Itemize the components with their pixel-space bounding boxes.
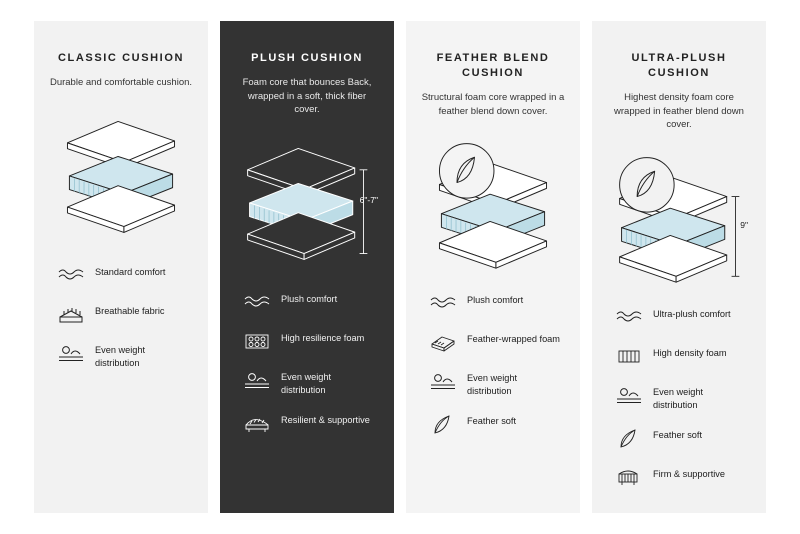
resilient-support-icon <box>242 410 272 436</box>
card-classic-cushion <box>34 21 208 513</box>
feature-label: Ultra-plush comfort <box>653 308 731 319</box>
feature-item <box>242 367 380 397</box>
high-density-foam-icon <box>614 343 644 369</box>
feature-item <box>614 343 752 369</box>
feature-item <box>428 329 566 355</box>
feature-label: Breathable fabric <box>95 305 165 316</box>
feature-label: Standard comfort <box>95 266 166 277</box>
card-description: Foam core that bounces Back, wrapped in a soft, thick fiber cover. <box>242 77 372 115</box>
feature-item <box>242 289 380 315</box>
feature-list <box>420 290 566 437</box>
card-feather-blend-cushion <box>406 21 580 513</box>
feather-icon <box>428 411 458 437</box>
feature-label: Plush comfort <box>281 293 338 304</box>
even-weight-icon <box>56 340 86 366</box>
feature-item <box>614 382 752 412</box>
firm-support-icon <box>614 464 644 490</box>
cushion-diagram-plush <box>234 131 380 271</box>
feature-label: Feather-wrapped foam <box>467 334 560 344</box>
even-weight-icon <box>428 368 458 394</box>
feature-item <box>56 340 194 370</box>
card-title: PLUSH CUSHION <box>251 52 363 64</box>
feature-label: High resilience foam <box>281 332 365 343</box>
cushion-diagram-ultra-plush <box>606 146 752 286</box>
even-weight-icon <box>242 367 272 393</box>
high-resilience-foam-icon <box>242 328 272 354</box>
card-title: ULTRA-PLUSH CUSHION <box>631 52 727 79</box>
feature-item <box>242 410 380 436</box>
feature-label: Even weight distribution <box>653 386 704 410</box>
cushion-diagram-classic <box>48 104 194 244</box>
feather-wrapped-foam-icon <box>428 329 458 355</box>
card-description: Highest density foam core wrapped in feather blend down cover. <box>614 92 744 130</box>
feature-list <box>606 304 752 490</box>
card-title: FEATHER BLEND CUSHION <box>436 52 550 79</box>
feature-item <box>242 328 380 354</box>
wave-icon <box>428 290 458 316</box>
feature-label: Plush comfort <box>467 295 524 305</box>
card-description: Durable and comfortable cushion. <box>49 77 193 88</box>
feature-item <box>614 425 752 451</box>
feature-list <box>234 289 380 436</box>
feature-label: Feather soft <box>467 416 517 426</box>
breathable-fabric-icon <box>56 301 86 327</box>
feature-list <box>48 262 194 370</box>
cushion-exploded-svg <box>420 132 566 272</box>
feature-item <box>428 368 566 398</box>
dimension-label: 6"-7" <box>359 194 378 205</box>
feature-label: Even weight distribution <box>467 373 518 396</box>
card-plush-cushion <box>220 21 394 513</box>
card-description: Structural foam core wrapped in a feather blend down cover. <box>421 92 565 117</box>
wave-icon <box>242 289 272 315</box>
feature-item <box>428 290 566 316</box>
cushion-exploded-svg <box>234 131 380 271</box>
even-weight-icon <box>614 382 644 408</box>
dimension-label: 9" <box>740 219 748 230</box>
feature-item <box>614 464 752 490</box>
feature-label: Even weight distribution <box>95 344 146 368</box>
wave-icon <box>614 304 644 330</box>
cushion-exploded-svg <box>606 146 752 286</box>
card-title: CLASSIC CUSHION <box>57 52 185 64</box>
feature-item <box>56 262 194 288</box>
wave-icon <box>56 262 86 288</box>
feature-label: Resilient & supportive <box>281 414 370 425</box>
feather-icon <box>614 425 644 451</box>
card-ultra-plush-cushion <box>592 21 766 513</box>
cushion-exploded-svg <box>48 104 194 244</box>
feature-label: Firm & supportive <box>653 468 725 479</box>
feature-item <box>614 304 752 330</box>
feature-item <box>428 411 566 437</box>
feature-label: High density foam <box>653 347 727 358</box>
cushion-diagram-feather-blend <box>420 132 566 272</box>
feature-label: Even weight distribution <box>281 371 332 395</box>
feature-item <box>56 301 194 327</box>
feature-label: Feather soft <box>653 429 703 440</box>
